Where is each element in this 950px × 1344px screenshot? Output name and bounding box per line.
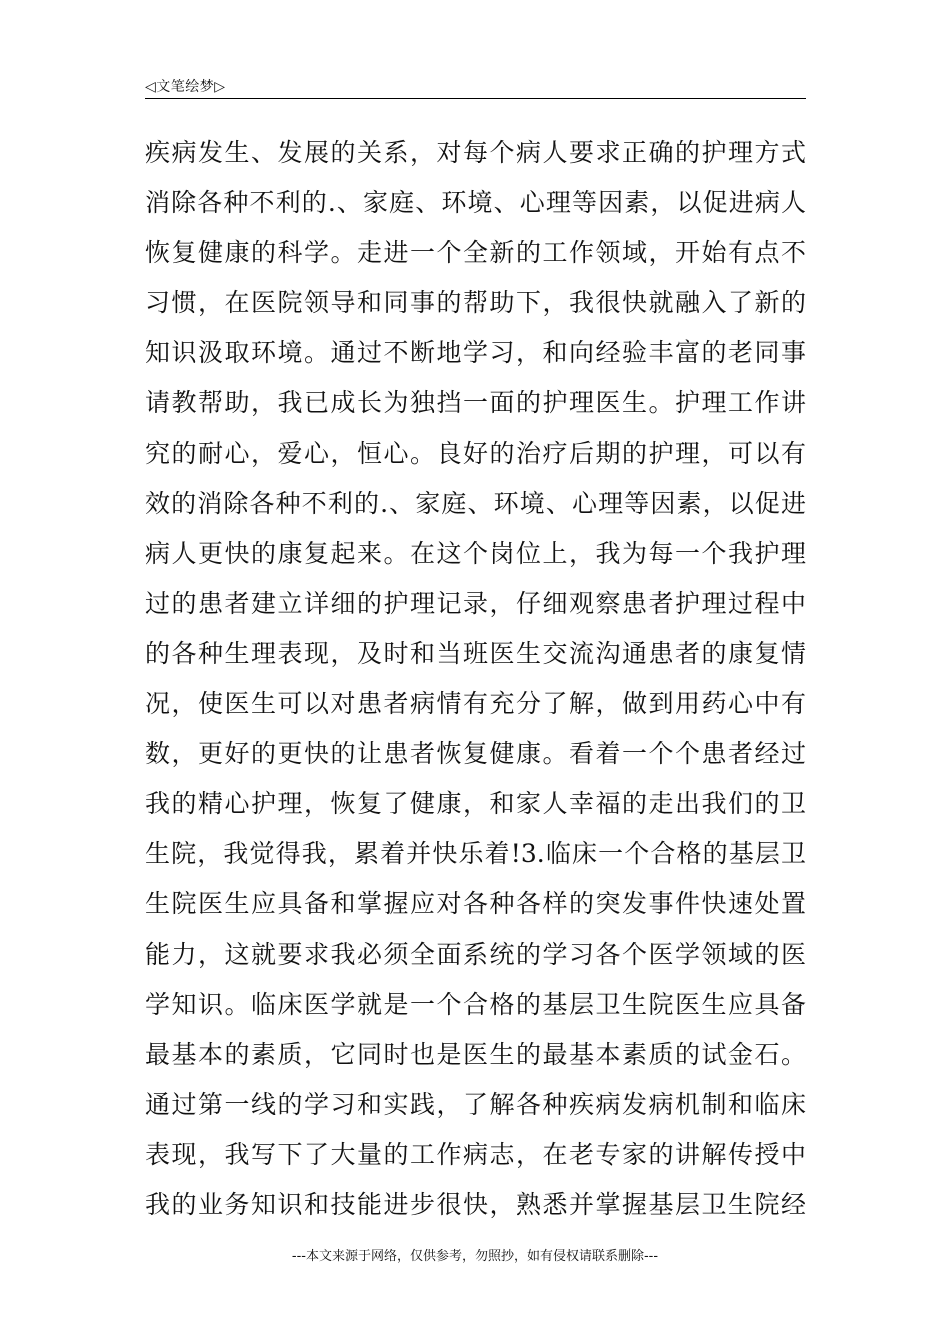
text-line: 通过第一线的学习和实践，了解各种疾病发病机制和临床 [145, 1089, 806, 1119]
text-line: 我的业务知识和技能进步很快，熟悉并掌握基层卫生院经 [145, 1189, 806, 1219]
text-line: 况，使医生可以对患者病情有充分了解，做到用药心中有 [145, 689, 806, 719]
text-line: 效的消除各种不利的.、家庭、环境、心理等因素，以促进 [145, 488, 806, 518]
text-line: 最基本的素质，它同时也是医生的最基本素质的试金石。 [145, 1039, 806, 1069]
text-line: 生院，我觉得我，累着并快乐着!3.临床一个合格的基层卫 [145, 839, 806, 869]
text-line: 习惯，在医院领导和同事的帮助下，我很快就融入了新的 [145, 288, 806, 318]
text-line: 能力，这就要求我必须全面系统的学习各个医学领域的医 [145, 939, 806, 969]
text-line: 请教帮助，我已成长为独挡一面的护理医生。护理工作讲 [145, 388, 806, 418]
text-line: 生院医生应具备和掌握应对各种各样的突发事件快速处置 [145, 889, 806, 919]
text-line: 病人更快的康复起来。在这个岗位上，我为每一个我护理 [145, 538, 806, 568]
text-line: 我的精心护理，恢复了健康，和家人幸福的走出我们的卫 [145, 789, 806, 819]
text-line: 学知识。临床医学就是一个合格的基层卫生院医生应具备 [145, 989, 806, 1019]
page-footer: ---本文来源于网络，仅供参考，勿照抄，如有侵权请联系删除--- [291, 1249, 659, 1264]
text-line: 疾病发生、发展的关系，对每个病人要求正确的护理方式 [145, 138, 806, 167]
text-line: 过的患者建立详细的护理记录，仔细观察患者护理过程中 [145, 588, 806, 618]
text-line: 表现，我写下了大量的工作病志，在老专家的讲解传授中 [145, 1139, 806, 1169]
text-line: 消除各种不利的.、家庭、环境、心理等因素，以促进病人 [145, 188, 806, 218]
page-header [145, 74, 806, 99]
text-line: 的各种生理表现，及时和当班医生交流沟通患者的康复情 [145, 638, 806, 668]
text-line: 恢复健康的科学。走进一个全新的工作领域，开始有点不 [145, 238, 806, 268]
text-line: 知识汲取环境。通过不断地学习，和向经验丰富的老同事 [145, 338, 806, 368]
header-title: ◁文笔绘梦▷ [145, 79, 226, 95]
text-line: 数，更好的更快的让患者恢复健康。看着一个个患者经过 [145, 739, 806, 769]
text-line: 究的耐心，爱心，恒心。良好的治疗后期的护理，可以有 [145, 438, 806, 468]
document-body [145, 128, 806, 1230]
